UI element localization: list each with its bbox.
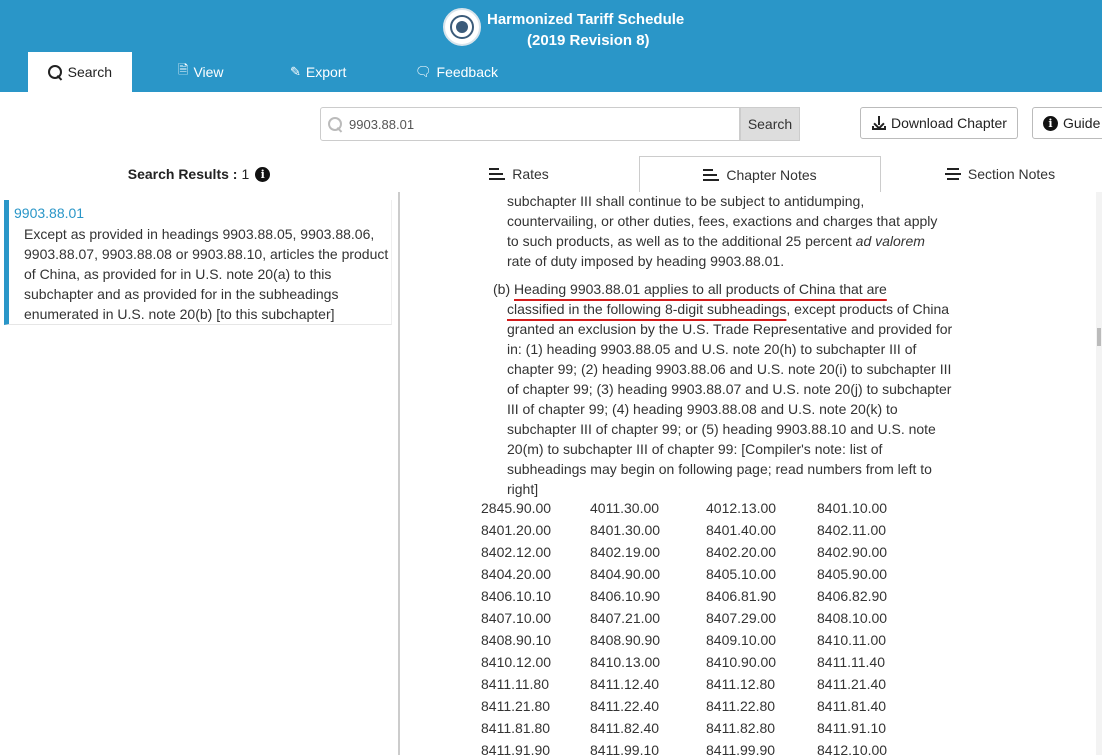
chapter-notes-content bbox=[400, 192, 1102, 755]
subheading-code: 8402.19.00 bbox=[590, 544, 661, 560]
tab-section-notes-label: Section Notes bbox=[967, 166, 1056, 182]
tab-search-label: Search bbox=[67, 64, 112, 80]
subheading-code: 8406.10.10 bbox=[481, 588, 552, 604]
tab-rates-label: Rates bbox=[512, 166, 549, 182]
subheading-code: 8411.11.80 bbox=[481, 676, 549, 692]
subheading-code: 8401.30.00 bbox=[590, 522, 661, 538]
tab-export[interactable] bbox=[270, 52, 366, 92]
subheading-code: 8407.29.00 bbox=[706, 610, 777, 626]
tab-view[interactable] bbox=[158, 52, 244, 92]
search-results-label: Search Results : bbox=[127, 166, 238, 182]
subheading-code: 8401.10.00 bbox=[817, 500, 888, 516]
note-text: to such products, as well as to the additional 25 percent bbox=[507, 233, 856, 249]
search-button[interactable]: Search bbox=[740, 107, 800, 141]
search-field[interactable] bbox=[320, 107, 740, 141]
subheading-code: 8401.20.00 bbox=[481, 522, 552, 538]
subheading-code: 4012.13.00 bbox=[706, 500, 777, 516]
search-input[interactable] bbox=[349, 114, 729, 134]
note-paragraph-a bbox=[507, 192, 947, 271]
tab-chapter-notes-label: Chapter Notes bbox=[726, 166, 817, 183]
subheading-code: 8402.12.00 bbox=[481, 544, 552, 560]
subheading-code: 8408.90.10 bbox=[481, 632, 552, 648]
guide-label: Guide bbox=[1063, 115, 1101, 131]
subheading-code: 8410.11.00 bbox=[817, 632, 887, 648]
subheading-code: 8405.10.00 bbox=[706, 566, 777, 582]
search-icon bbox=[328, 117, 343, 132]
info-icon[interactable]: i bbox=[255, 167, 270, 182]
subheading-code: 8411.12.80 bbox=[706, 676, 776, 692]
subheading-code: 8411.82.40 bbox=[590, 720, 660, 736]
note-paragraph-b bbox=[493, 279, 953, 499]
subheading-code: 2845.90.00 bbox=[481, 500, 552, 516]
subheading-code: 8407.21.00 bbox=[590, 610, 661, 626]
subheading-code: 8410.90.00 bbox=[706, 654, 777, 670]
subheading-code: 8406.81.90 bbox=[706, 588, 777, 604]
rates-icon bbox=[489, 168, 505, 180]
subheading-code: 8410.13.00 bbox=[590, 654, 661, 670]
chat-icon: 🗨 bbox=[415, 64, 432, 79]
note-text-italic: ad valorem bbox=[855, 233, 925, 249]
subheading-code: 8411.81.80 bbox=[481, 720, 551, 736]
tab-export-label: Export bbox=[305, 64, 347, 80]
subheading-code: 8405.90.00 bbox=[817, 566, 888, 582]
subheading-code: 8402.11.00 bbox=[817, 522, 887, 538]
subheading-code: 8411.81.40 bbox=[817, 698, 887, 714]
title-line-2: (2019 Revision 8) bbox=[527, 32, 650, 49]
subheading-code: 8411.91.90 bbox=[481, 742, 551, 755]
note-text: countervailing, or other duties, fees, exactions and charges that apply bbox=[507, 213, 938, 229]
download-icon bbox=[871, 115, 887, 131]
note-text: , except products of China granted an exclusion by the U.S. Trade Representative and provided for in: (1) heading 9903.88.05 and U.S. note 20(h) to subchapter III of chapter 99; (2) heading 9903.88.06 and U.S. note 20(i) to subchapter III of chapter 99; (3) heading 9903.88.07 and U.S. note 20(j) to subchapter III of chapter 99; (4) heading 9903.88.08 and U.S. note 20(k) to subchapter III of chapter 99; or (5) heading 9903.88.10 and U.S. note 20(m) to subchapter III of chapter 99: [Compiler's note: list of subheadings may begin on following page; read numbers from left to right] bbox=[507, 301, 953, 497]
subheading-code: 8402.20.00 bbox=[706, 544, 777, 560]
tab-section-notes[interactable] bbox=[882, 156, 1102, 192]
search-results-header bbox=[0, 156, 398, 192]
subheading-code: 8407.10.00 bbox=[481, 610, 552, 626]
subheading-code: 8406.82.90 bbox=[817, 588, 888, 604]
note-text: rate of duty imposed by heading 9903.88.01. bbox=[507, 253, 785, 269]
subheading-code: 8411.22.40 bbox=[590, 698, 660, 714]
subheading-code: 8410.12.00 bbox=[481, 654, 552, 670]
subheading-code: 8408.90.90 bbox=[590, 632, 661, 648]
search-results-count: 1 bbox=[241, 166, 250, 182]
highlighted-text: classified in the following 8-digit subheadings bbox=[507, 301, 787, 317]
subheading-code: 8411.99.10 bbox=[590, 742, 660, 755]
subheading-code: 8404.20.00 bbox=[481, 566, 552, 582]
title-line-1: Harmonized Tariff Schedule bbox=[487, 11, 685, 28]
scrollbar[interactable] bbox=[1096, 192, 1102, 755]
subheading-code: 8411.12.40 bbox=[590, 676, 660, 692]
subheading-code: 8411.82.80 bbox=[706, 720, 776, 736]
result-item[interactable] bbox=[4, 200, 392, 325]
section-notes-icon bbox=[945, 168, 961, 180]
seal-icon bbox=[443, 8, 481, 46]
app-header bbox=[0, 0, 1102, 92]
highlighted-text: Heading 9903.88.01 applies to all products of China that are bbox=[514, 281, 887, 297]
result-description: Except as provided in headings 9903.88.05, 9903.88.06, 9903.88.07, 9903.88.08 or 9903.88.10, articles the product of China, as provided for in U.S. note 20(a) to this subchapter and as provided for in the subheadings enumerated in U.S. note 20(b) [to this subchapter] bbox=[24, 226, 389, 322]
subheading-code: 8411.22.80 bbox=[706, 698, 776, 714]
search-results-panel bbox=[0, 192, 398, 755]
app-title bbox=[487, 9, 684, 51]
export-icon: ✎ bbox=[290, 64, 301, 79]
document-icon: 🗎 bbox=[178, 62, 189, 77]
subheading-code: 4011.30.00 bbox=[590, 500, 660, 516]
subheading-code: 8411.99.90 bbox=[706, 742, 776, 755]
note-text: subchapter III shall continue to be subject to antidumping, bbox=[507, 193, 865, 209]
tab-view-label: View bbox=[193, 64, 224, 80]
subheading-code: 8411.21.40 bbox=[817, 676, 887, 692]
subheading-code: 8411.21.80 bbox=[481, 698, 551, 714]
download-chapter-button[interactable] bbox=[860, 107, 1018, 139]
subheading-code: 8412.10.00 bbox=[817, 742, 888, 755]
tab-feedback[interactable] bbox=[395, 52, 518, 92]
tab-chapter-notes[interactable] bbox=[639, 156, 881, 192]
subheading-code: 8401.40.00 bbox=[706, 522, 777, 538]
subheading-code: 8411.11.40 bbox=[817, 654, 885, 670]
chapter-notes-icon bbox=[703, 169, 719, 181]
guide-button[interactable] bbox=[1032, 107, 1102, 139]
subheading-code: 8402.90.00 bbox=[817, 544, 888, 560]
subheading-code: 8406.10.90 bbox=[590, 588, 661, 604]
subheading-code: 8409.10.00 bbox=[706, 632, 777, 648]
note-marker: (b) bbox=[493, 281, 514, 297]
result-code-link[interactable]: 9903.88.01 bbox=[14, 205, 85, 221]
download-chapter-label: Download Chapter bbox=[891, 115, 1007, 131]
subheading-code: 8404.90.00 bbox=[590, 566, 661, 582]
search-icon bbox=[48, 65, 62, 79]
subheading-code: 8411.91.10 bbox=[817, 720, 887, 736]
tab-rates[interactable] bbox=[400, 156, 638, 192]
scrollbar-thumb[interactable] bbox=[1097, 328, 1101, 346]
subheading-code: 8408.10.00 bbox=[817, 610, 888, 626]
tab-feedback-label: Feedback bbox=[436, 64, 498, 80]
info-icon: i bbox=[1043, 116, 1058, 131]
tab-search[interactable] bbox=[28, 52, 132, 92]
